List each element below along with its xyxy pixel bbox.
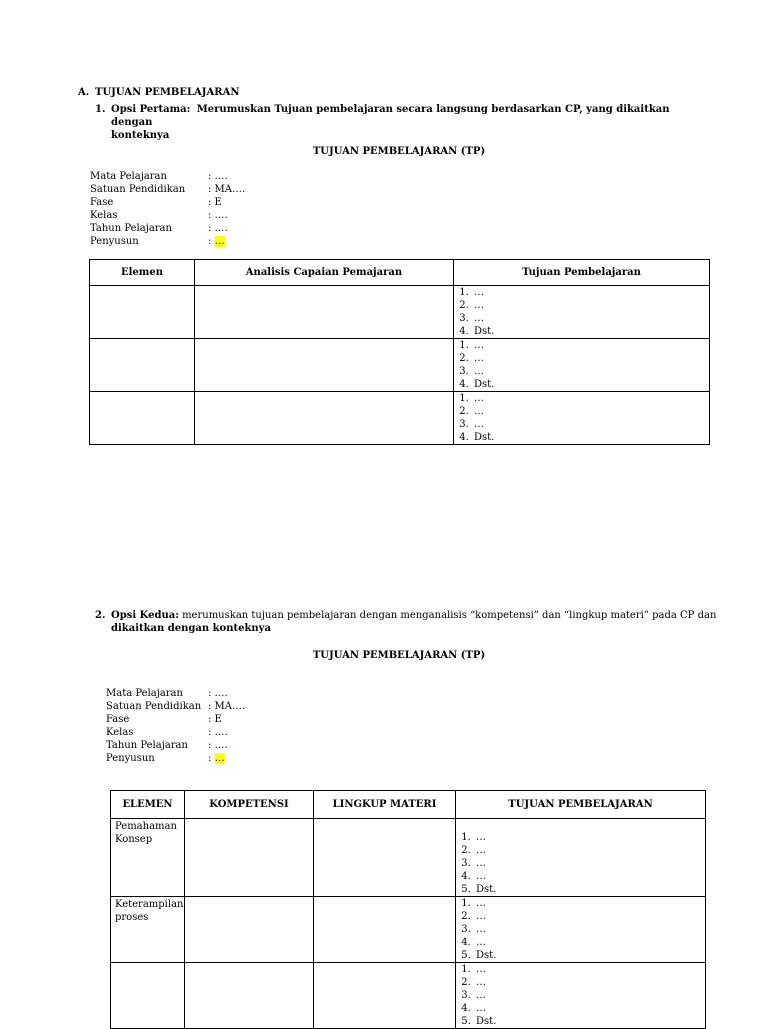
lingkup-cell xyxy=(314,897,456,963)
option2-th-lingkup: LINGKUP MATERI xyxy=(314,791,456,819)
info-value-text: : xyxy=(208,753,215,764)
elemen-cell xyxy=(90,286,195,339)
info-label: Fase xyxy=(90,197,114,208)
info-value-text: : E xyxy=(208,714,222,725)
tp-list-item: 3. … xyxy=(474,989,705,1002)
option1-text xyxy=(111,103,711,142)
option2-heading: TUJUAN PEMBELAJARAN (TP) xyxy=(312,650,486,661)
elemen-cell xyxy=(90,392,195,445)
analisis-cell xyxy=(195,286,454,339)
info-label: Satuan Pendidikan xyxy=(90,184,186,195)
tp-list-item: 1. … xyxy=(474,831,705,844)
tp-list-item: 4. Dst. xyxy=(472,378,709,391)
tp-list-item: 4. Dst. xyxy=(472,325,709,338)
info-row xyxy=(106,700,406,713)
option1-lead: Opsi Pertama: xyxy=(111,104,191,115)
elemen-cell xyxy=(90,339,195,392)
lingkup-cell xyxy=(314,819,456,897)
info-value xyxy=(208,235,225,248)
option2-th-tp: TUJUAN PEMBELAJARAN xyxy=(456,791,706,819)
tp-list-item: 2. … xyxy=(474,844,705,857)
option2-text xyxy=(111,609,731,635)
info-value-text: : …. xyxy=(208,210,228,221)
info-value xyxy=(208,196,222,209)
option2-line2: dikaitkan dengan konteknya xyxy=(111,623,271,634)
info-value-text: : …. xyxy=(208,688,228,699)
info-value-text: : MA…. xyxy=(208,184,246,195)
info-value xyxy=(208,170,228,183)
tp-list-item: 4. … xyxy=(474,1002,705,1015)
tp-list-item: 5. Dst. xyxy=(474,883,705,896)
info-value-text: : …. xyxy=(208,727,228,738)
option1-line1: Merumuskan Tujuan pembelajaran secara langsung berdasarkan CP, yang dikaitkan dengan xyxy=(111,104,670,128)
option1-heading: TUJUAN PEMBELAJARAN (TP) xyxy=(312,146,486,157)
tp-list-item: 5. Dst. xyxy=(474,949,705,962)
table-row xyxy=(111,897,706,963)
tp-cell xyxy=(454,339,710,392)
analisis-cell xyxy=(195,339,454,392)
tp-list-item: 2. … xyxy=(472,405,709,418)
tp-list-item: 1. … xyxy=(472,339,709,352)
info-value-text: : E xyxy=(208,197,222,208)
kompetensi-cell xyxy=(185,963,314,1029)
section-title: TUJUAN PEMBELAJARAN xyxy=(95,87,240,98)
info-row xyxy=(106,752,406,765)
highlighted-value: … xyxy=(214,753,225,764)
tp-list xyxy=(454,392,709,444)
info-row xyxy=(90,222,390,235)
info-value xyxy=(208,700,245,713)
info-value xyxy=(208,752,225,765)
info-value xyxy=(208,713,222,726)
section-marker: A. xyxy=(78,87,90,98)
option1-table xyxy=(89,259,710,445)
analisis-cell xyxy=(195,392,454,445)
kompetensi-cell xyxy=(185,897,314,963)
tp-list-item: 3. … xyxy=(472,365,709,378)
info-row xyxy=(106,739,406,752)
info-label: Satuan Pendidikan xyxy=(106,701,202,712)
tp-cell xyxy=(454,286,710,339)
tp-list-item: 2. … xyxy=(472,352,709,365)
kompetensi-cell xyxy=(185,819,314,897)
option2-th-elemen: ELEMEN xyxy=(111,791,185,819)
tp-cell xyxy=(456,963,706,1029)
info-label: Mata Pelajaran xyxy=(106,688,183,699)
tp-list-item: 3. … xyxy=(474,857,705,870)
elemen-cell xyxy=(111,963,185,1029)
tp-list xyxy=(454,286,709,338)
tp-list-item: 4. … xyxy=(474,870,705,883)
table-row xyxy=(111,963,706,1029)
info-label: Penyusun xyxy=(106,753,155,764)
info-label: Kelas xyxy=(90,210,118,221)
tp-list-item: 2. … xyxy=(474,976,705,989)
option2-table xyxy=(110,790,706,1029)
tp-list-item: 3. … xyxy=(474,923,705,936)
info-label: Tahun Pelajaran xyxy=(106,740,188,751)
info-label: Penyusun xyxy=(90,236,139,247)
option2-line1: merumuskan tujuan pembelajaran dengan menganalisis “kompetensi” dan “lingkup materi” pada CP dan xyxy=(182,610,717,621)
elemen-cell: Pemahaman Konsep xyxy=(111,819,185,897)
tp-list-item: 4. Dst. xyxy=(472,431,709,444)
option2-th-kompetensi: KOMPETENSI xyxy=(185,791,314,819)
option2-number: 2. xyxy=(95,610,106,621)
table-row xyxy=(90,339,710,392)
info-label: Mata Pelajaran xyxy=(90,171,167,182)
option1-th-tp: Tujuan Pembelajaran xyxy=(454,260,710,286)
info-label: Kelas xyxy=(106,727,134,738)
info-row xyxy=(106,713,406,726)
tp-list xyxy=(456,963,705,1028)
info-row xyxy=(90,170,390,183)
option1-number: 1. xyxy=(95,104,106,115)
table-row xyxy=(111,819,706,897)
tp-list-item: 3. … xyxy=(472,312,709,325)
info-label: Tahun Pelajaran xyxy=(90,223,172,234)
info-value-text: : MA…. xyxy=(208,701,246,712)
option1-th-analisis: Analisis Capaian Pemajaran xyxy=(195,260,454,286)
info-value-text: : …. xyxy=(208,171,228,182)
info-row xyxy=(90,183,390,196)
tp-list-item: 2. … xyxy=(472,299,709,312)
info-value-text: : …. xyxy=(208,223,228,234)
elemen-cell: Keterampilan proses xyxy=(111,897,185,963)
info-row xyxy=(90,196,390,209)
info-row xyxy=(90,209,390,222)
tp-cell xyxy=(456,819,706,897)
table-row xyxy=(90,392,710,445)
tp-list xyxy=(454,339,709,391)
tp-list-item: 4. … xyxy=(474,936,705,949)
info-value xyxy=(208,739,228,752)
tp-list xyxy=(456,831,705,896)
option1-th-elemen: Elemen xyxy=(90,260,195,286)
tp-list-item: 1. … xyxy=(472,286,709,299)
info-value xyxy=(208,209,228,222)
tp-cell xyxy=(454,392,710,445)
tp-list-item: 5. Dst. xyxy=(474,1015,705,1028)
info-value-text: : …. xyxy=(208,740,228,751)
info-value xyxy=(208,726,228,739)
tp-list-item: 1. … xyxy=(472,392,709,405)
option2-lead: Opsi Kedua: xyxy=(111,610,179,621)
tp-list-item: 3. … xyxy=(472,418,709,431)
tp-list-item: 1. … xyxy=(474,897,705,910)
tp-list-item: 1. … xyxy=(474,963,705,976)
info-label: Fase xyxy=(106,714,130,725)
table-row xyxy=(90,286,710,339)
info-value xyxy=(208,183,245,196)
info-row xyxy=(90,235,390,248)
tp-list xyxy=(456,897,705,962)
info-row xyxy=(106,726,406,739)
info-value-text: : xyxy=(208,236,215,247)
info-value xyxy=(208,687,228,700)
info-row xyxy=(106,687,406,700)
lingkup-cell xyxy=(314,963,456,1029)
tp-cell xyxy=(456,897,706,963)
info-value xyxy=(208,222,228,235)
highlighted-value: … xyxy=(214,236,225,247)
option1-line2: konteknya xyxy=(111,130,170,141)
tp-list-item: 2. … xyxy=(474,910,705,923)
